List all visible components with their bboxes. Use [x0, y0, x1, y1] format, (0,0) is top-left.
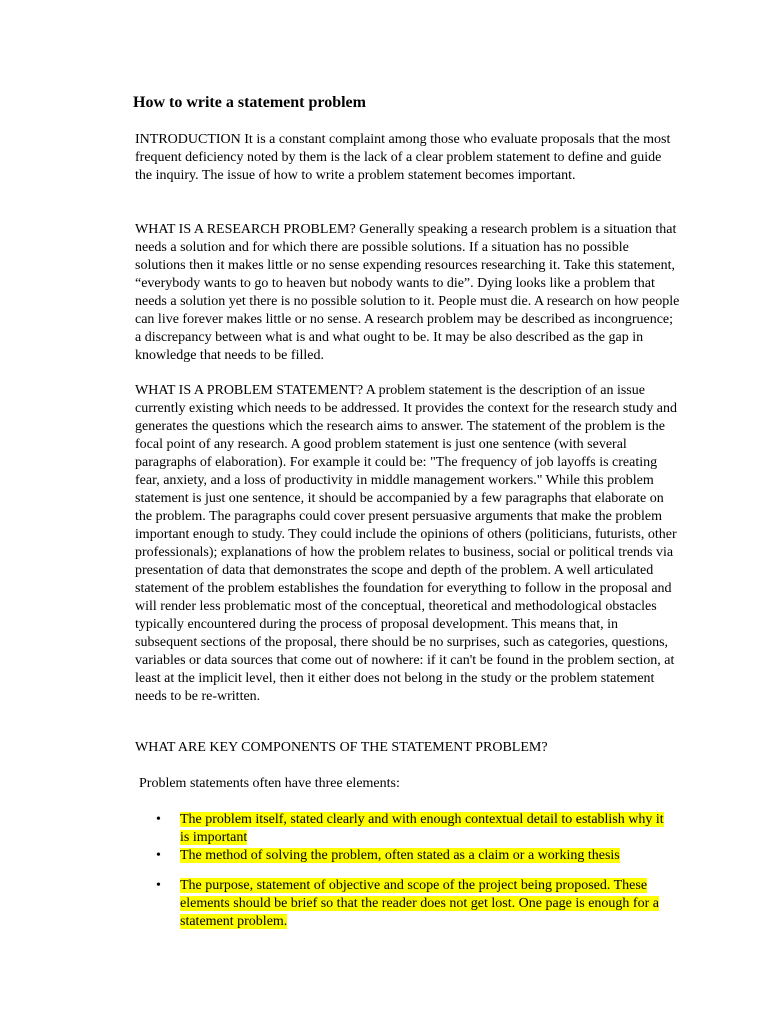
list-item	[150, 877, 670, 931]
heading-key-components: WHAT ARE KEY COMPONENTS OF THE STATEMENT PROBLEM?	[135, 740, 548, 755]
list-item	[150, 847, 670, 865]
bullet-text: The purpose, statement of objective and scope of the project being proposed. These elements should be brief so that the reader does not get lost. One page is enough for a statement problem.	[180, 878, 659, 929]
list-item	[150, 811, 670, 847]
bullet-icon: •	[156, 848, 161, 863]
paragraph-research-problem: WHAT IS A RESEARCH PROBLEM? Generally speaking a research problem is a situation that needs a solution and for which there are possible solutions. If a situation has no possible solutions then it makes little or no sense expending resources researching it. Take this statement, “everybody wants to go to heaven but nobody wants to die”. Dying looks like a problem that needs a solution yet there is no possible solution to it. People must die. A research on how people can live forever makes little or no sense. A research problem may be described as incongruence; a discrepancy between what is and what ought to be. It may be also described as the gap in knowledge that needs to be filled.	[135, 222, 680, 363]
paragraph-introduction: INTRODUCTION It is a constant complaint among those who evaluate proposals that the most frequent deficiency noted by them is the lack of a clear problem statement to define and guide the inquiry. The issue of how to write a problem statement becomes important.	[135, 132, 671, 183]
bullet-list	[150, 811, 670, 931]
bullet-text: The problem itself, stated clearly and with enough contextual detail to establish why it is important	[180, 812, 664, 845]
document-title: How to write a statement problem	[133, 94, 366, 111]
bullet-icon: •	[156, 812, 161, 827]
paragraph-elements-intro: Problem statements often have three elements:	[139, 776, 400, 791]
bullet-icon: •	[156, 878, 161, 893]
bullet-text: The method of solving the problem, often stated as a claim or a working thesis	[180, 848, 620, 863]
paragraph-problem-statement: WHAT IS A PROBLEM STATEMENT? A problem statement is the description of an issue currently existing which needs to be addressed. It provides the context for the research study and generates the questions which the research aims to answer. The statement of the problem is the focal point of any research. A good problem statement is just one sentence (with several paragraphs of elaboration). For example it could be: "The frequency of job layoffs is creating fear, anxiety, and a loss of productivity in middle management workers." While this problem statement is just one sentence, it should be accompanied by a few paragraphs that elaborate on the problem. The paragraphs could cover present persuasive arguments that make the problem important enough to study. They could include the opinions of others (politicians, futurists, other professionals); explanations of how the problem relates to business, social or political trends via presentation of data that demonstrates the scope and depth of the problem. A well articulated statement of the problem establishes the foundation for everything to follow in the proposal and will render less problematic most of the conceptual, theoretical and methodological obstacles typically encountered during the process of proposal development. This means that, in subsequent sections of the proposal, there should be no surprises, such as categories, questions, variables or data sources that come out of nowhere: if it can't be found in the problem section, at least at the implicit level, then it either does not belong in the study or the problem statement needs to be re-written.	[135, 383, 677, 704]
